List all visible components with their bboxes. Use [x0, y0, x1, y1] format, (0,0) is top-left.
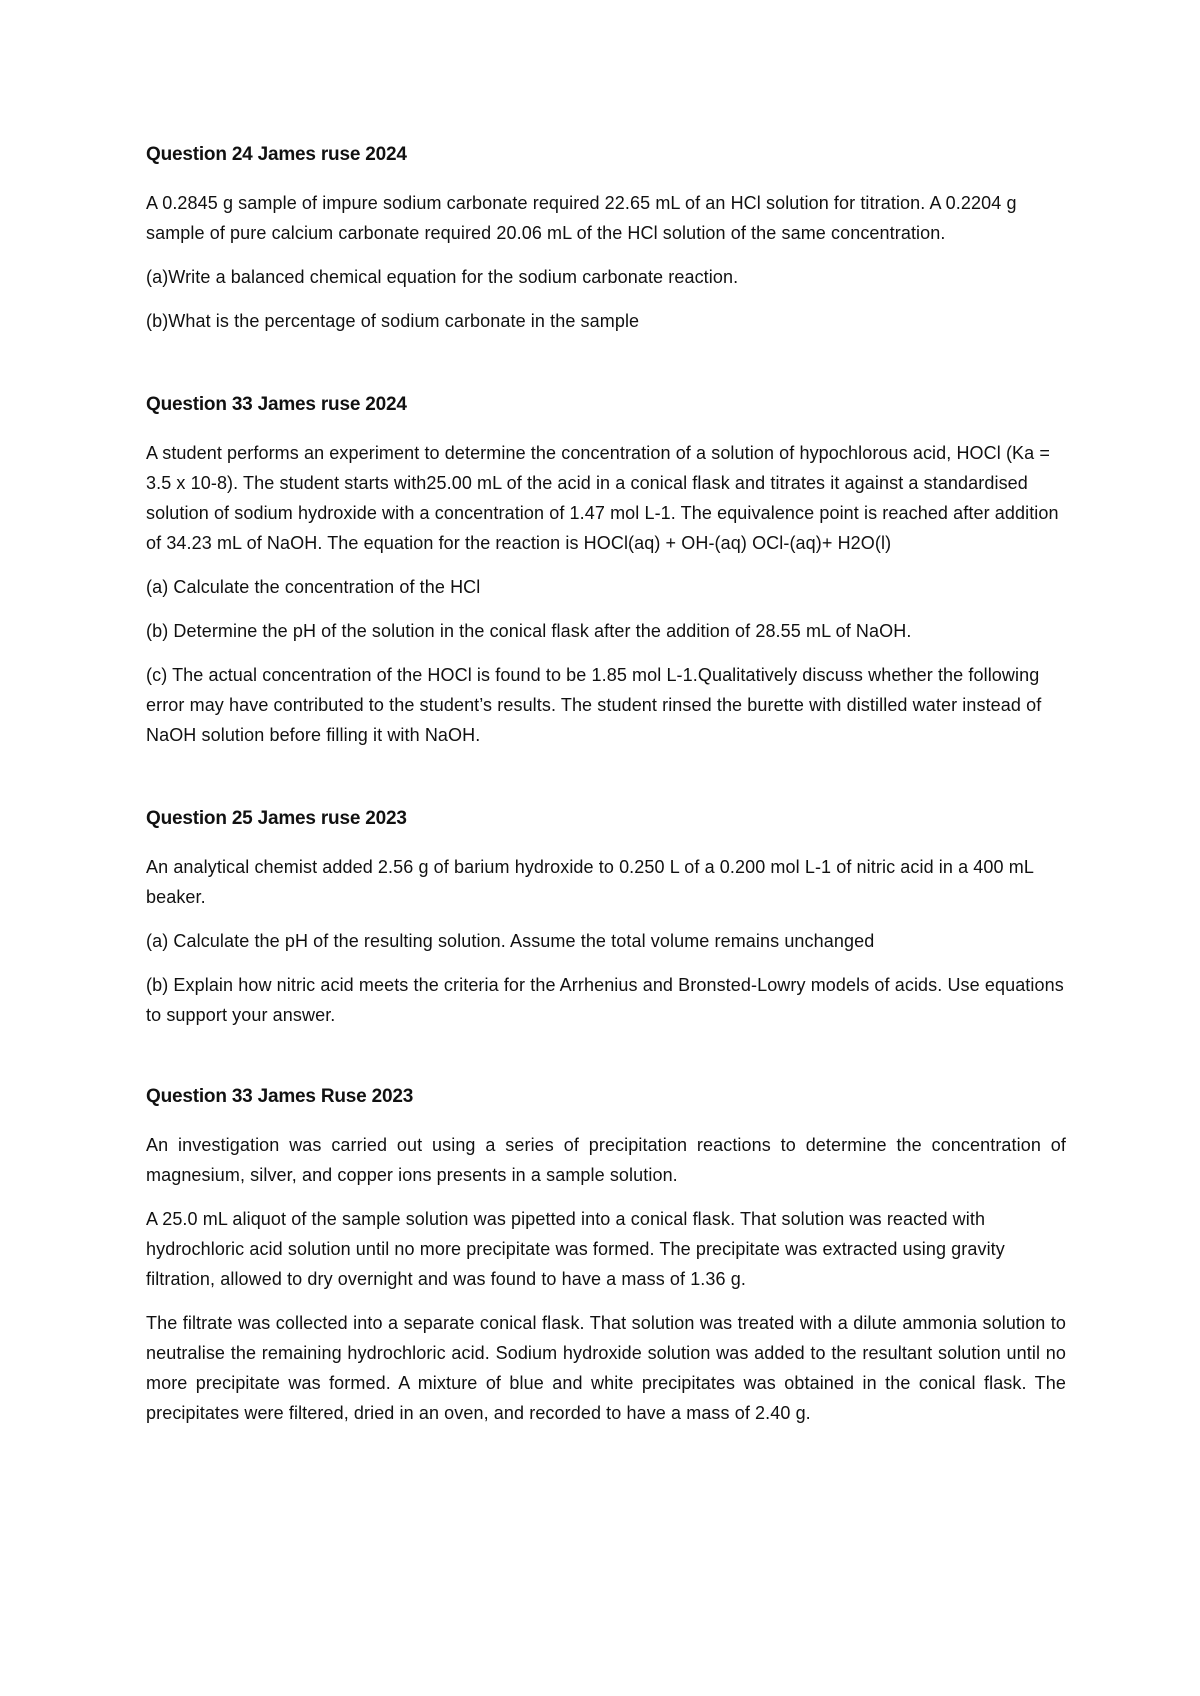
- question-paragraph: The filtrate was collected into a separate conical flask. That solution was treated with a dilute ammonia solution to neutralise the remaining hydrochloric acid. Sodium hydroxide solution was added to the resultant solution until no more precipitate was formed. A mixture of blue and white precipitates was obtained in the conical flask. The precipitates were filtered, dried in an oven, and recorded to have a mass of 2.40 g.: [146, 1313, 1066, 1423]
- section-spacer: [146, 1044, 1066, 1084]
- question-25-2023-section: [146, 806, 1066, 1030]
- question-heading: Question 33 James Ruse 2023: [146, 1086, 414, 1107]
- question-part-b: (b) Explain how nitric acid meets the criteria for the Arrhenius and Bronsted-Lowry models of acids. Use equations to support your answer.: [146, 975, 1064, 1025]
- question-stem: A 0.2845 g sample of impure sodium carbonate required 22.65 mL of an HCl solution for titration. A 0.2204 g sample of pure calcium carbonate required 20.06 mL of the HCl solution of the same concentration.: [146, 193, 1017, 243]
- question-stem: An investigation was carried out using a series of precipitation reactions to determine the concentration of magnesium, silver, and copper ions presents in a sample solution.: [146, 1135, 1066, 1185]
- question-part-a: (a) Calculate the pH of the resulting solution. Assume the total volume remains unchanged: [146, 931, 875, 951]
- question-part-a: (a) Calculate the concentration of the HCl: [146, 577, 481, 597]
- question-part-a: (a)Write a balanced chemical equation for the sodium carbonate reaction.: [146, 267, 739, 287]
- question-heading: Question 24 James ruse 2024: [146, 144, 407, 165]
- question-paragraph: A 25.0 mL aliquot of the sample solution was pipetted into a conical flask. That solution was reacted with hydrochloric acid solution until no more precipitate was formed. The precipitate was extracted using gravity filtration, allowed to dry overnight and was found to have a mass of 1.36 g.: [146, 1209, 1005, 1289]
- question-stem: A student performs an experiment to determine the concentration of a solution of hypochlorous acid, HOCl (Ka = 3.5 x 10-8). The student starts with25.00 mL of the acid in a conical flask and titrates it against a standardised solution of sodium hydroxide with a concentration of 1.47 mol L-1. The equivalence point is reached after addition of 34.23 mL of NaOH. The equation for the reaction is HOCl(aq) + OH-(aq) OCl-(aq)+ H2O(l): [146, 443, 1059, 553]
- section-spacer: [146, 764, 1066, 806]
- question-part-b: (b)What is the percentage of sodium carbonate in the sample: [146, 311, 640, 331]
- question-heading: Question 33 James ruse 2024: [146, 394, 407, 415]
- question-heading: Question 25 James ruse 2023: [146, 808, 407, 829]
- question-part-c: (c) The actual concentration of the HOCl is found to be 1.85 mol L-1.Qualitatively discuss whether the following error may have contributed to the student’s results. The student rinsed the burette with distilled water instead of NaOH solution before filling it with NaOH.: [146, 665, 1042, 745]
- question-33-2023-section: [146, 1084, 1066, 1428]
- section-spacer: [146, 350, 1066, 392]
- question-33-2024-section: [146, 392, 1066, 750]
- question-part-b: (b) Determine the pH of the solution in the conical flask after the addition of 28.55 mL of NaOH.: [146, 621, 912, 641]
- question-stem: An analytical chemist added 2.56 g of barium hydroxide to 0.250 L of a 0.200 mol L-1 of nitric acid in a 400 mL beaker.: [146, 857, 1034, 907]
- question-24-2024-section: [146, 142, 1066, 336]
- document-page: [146, 142, 1066, 1442]
